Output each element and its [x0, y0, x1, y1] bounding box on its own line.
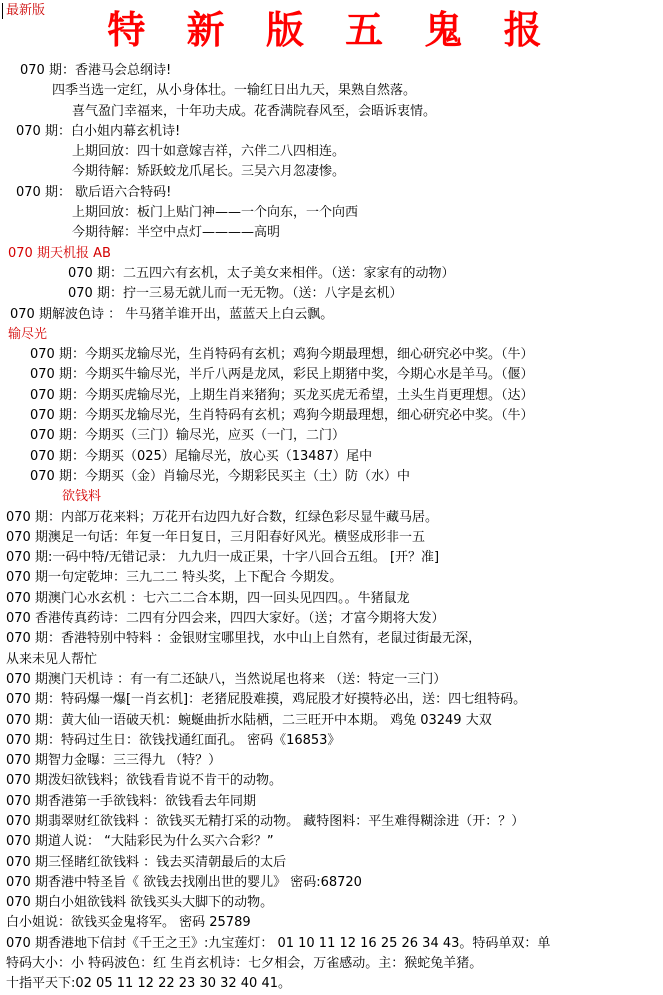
page-title: 特 新 版 五 鬼 报 — [107, 7, 556, 52]
text-line: 070 期：今期买（三门）输尽光，应买（一门，二门） — [30, 428, 345, 444]
text-line: 070 香港传真药诗：二四有分四会来，四四大家好。（送；才富今期将大发） — [6, 611, 445, 627]
poem-line: 喜气盈门幸福来，十年功夫成。花香满院春风至，会晤诉衷情。 — [72, 103, 437, 119]
text-line: 070 期：二五四六有玄机，太子美女来相伴。（送：家家有的动物） — [68, 265, 455, 281]
poem-line: 今期待解：半空中点灯————高明 — [72, 225, 281, 241]
text-line: 070 期：今期买（025）尾输尽光，放心买（13487）尾中 — [30, 448, 373, 464]
text-line: 070 期澳足一句话：年复一年日复日，三月阳春好风光。横竖成形非一五 — [6, 529, 425, 545]
text-line: 070 期白小姐欲钱料 欲钱买头大脚下的动物。 — [6, 895, 274, 911]
text-line: 070 期:一码中特/无错记录： 九九归一成正果，十字八回合五组。 [开？准] — [6, 550, 440, 566]
text-line: 070 期解波色诗 ： 牛马猪羊谁开出，蓝蓝天上白云飘。 — [10, 306, 334, 322]
poem-line: 今期待解：矫跃蛟龙爪尾长。三吴六月忽凄惨。 — [72, 164, 346, 180]
text-line: 070 期：特码爆一爆[一肖玄机]：老猪屁股难摸，鸡屁股才好摸特必出，送：四七组特码。 — [6, 692, 527, 708]
text-line: 070 期香港第一手欲钱料：欲钱看去年同期 — [6, 793, 256, 809]
text-line: 070 期澳门天机诗 ：有一有二还缺八，当然说尾也将来 （送：特定一三门） — [6, 671, 447, 687]
text-line: 070 期翡翠财红欲钱料 ：欲钱买无精打采的动物。 藏特图料：平生难得糊涂进（开：？） — [6, 813, 525, 829]
text-line: 070 期：香港特别中特料 ：金银财宝哪里找，水中山上自然有，老鼠过街最无深， — [6, 631, 482, 647]
text-line: 070 期香港中特圣旨《 欲钱去找刚出世的婴儿》 密码:68720 — [6, 874, 362, 890]
text-line: 070 期一句定乾坤：三九二二 特头奖，上下配合 今期发。 — [6, 570, 343, 586]
section-heading: 070 期天机报 AB — [8, 245, 111, 261]
text-line: 070 期：内部万花来料；万花开右边四九好合数，红绿色彩尽显牛藏马居。 — [6, 509, 438, 525]
text-line: 十指平天下:02 05 11 12 22 23 30 32 40 41。 — [6, 976, 291, 992]
section-heading: 欲钱料 — [62, 489, 102, 505]
text-line: 070 期智力金曝：三三得九 （特？） — [6, 753, 222, 769]
edition-badge: 最新版 — [2, 3, 45, 19]
section-heading: 070 期：香港马会总纲诗! — [20, 63, 172, 78]
content-body — [0, 61, 663, 995]
text-line: 070 期：特码过生日：欲钱找通红面孔。 密码《16853》 — [6, 732, 341, 748]
text-line: 070 期：今期买虎输尽光，上期生肖来猪狗；买龙买虎无希望，土头生肖更理想。（达） — [30, 387, 534, 403]
section-heading: 输尽光 — [8, 326, 48, 342]
text-line: 白小姐说：欲钱买金鬼将军。 密码 25789 — [6, 915, 251, 931]
text-line: 070 期：拧一三易无就儿而一无无物。（送：八字是玄机） — [68, 286, 403, 302]
section-heading: 070 期： 歇后语六合特码! — [16, 184, 172, 200]
text-line: 特码大小：小 特码波色：红 生肖玄机诗：七夕相会，万雀感动。主：猴蛇兔羊猪。 — [6, 956, 483, 972]
text-line: 070 期香港地下信封《千王之王》:九宝莲灯： 01 10 11 12 16 25 26 34 43。特码单双：单 — [6, 935, 551, 951]
text-line: 070 期：今期买龙输尽光，生肖特码有玄机；鸡狗今期最理想，细心研究必中奖。（牛） — [30, 408, 534, 424]
text-line: 070 期泼妇欲钱料；欲钱看肯说不肯干的动物。 — [6, 773, 282, 789]
text-line: 070 期澳门心水玄机 ：七六二二合本期，四一回头见四四。。牛猪鼠龙 — [6, 590, 410, 606]
section-heading: 070 期：白小姐内幕玄机诗! — [16, 123, 181, 139]
poem-line: 上期回放：板门上贴门神——一个向东，一个向西 — [72, 205, 359, 221]
poem-line: 上期回放：四十如意嫁吉祥，六伴二八四相连。 — [72, 144, 346, 160]
text-line: 070 期三怪睹红欲钱料 ：钱去买清朝最后的太后 — [6, 854, 287, 870]
text-line: 070 期：今期买龙输尽光，生肖特码有玄机；鸡狗今期最理想，细心研究必中奖。（牛） — [30, 347, 534, 363]
text-line: 070 期：今期买（金）肖输尽光，今期彩民买主（土）防（水）中 — [30, 468, 410, 484]
text-line: 070 期：黄大仙一语破天机：蜿蜒曲折水陆栖，二三旺开中本期。 鸡兔 03249 大双 — [6, 712, 492, 728]
text-line: 070 期：今期买牛输尽光，半斤八两是龙凤，彩民上期猪中奖，今期心水是羊马。（偃） — [30, 367, 534, 383]
text-line: 从来未见人帮忙 — [6, 651, 98, 667]
text-line: 070 期道人说： “大陆彩民为什么买六合彩？” — [6, 834, 274, 850]
poem-line: 四季当选一定红，从小身体壮。一输红日出九天，果熟自然落。 — [52, 83, 417, 99]
